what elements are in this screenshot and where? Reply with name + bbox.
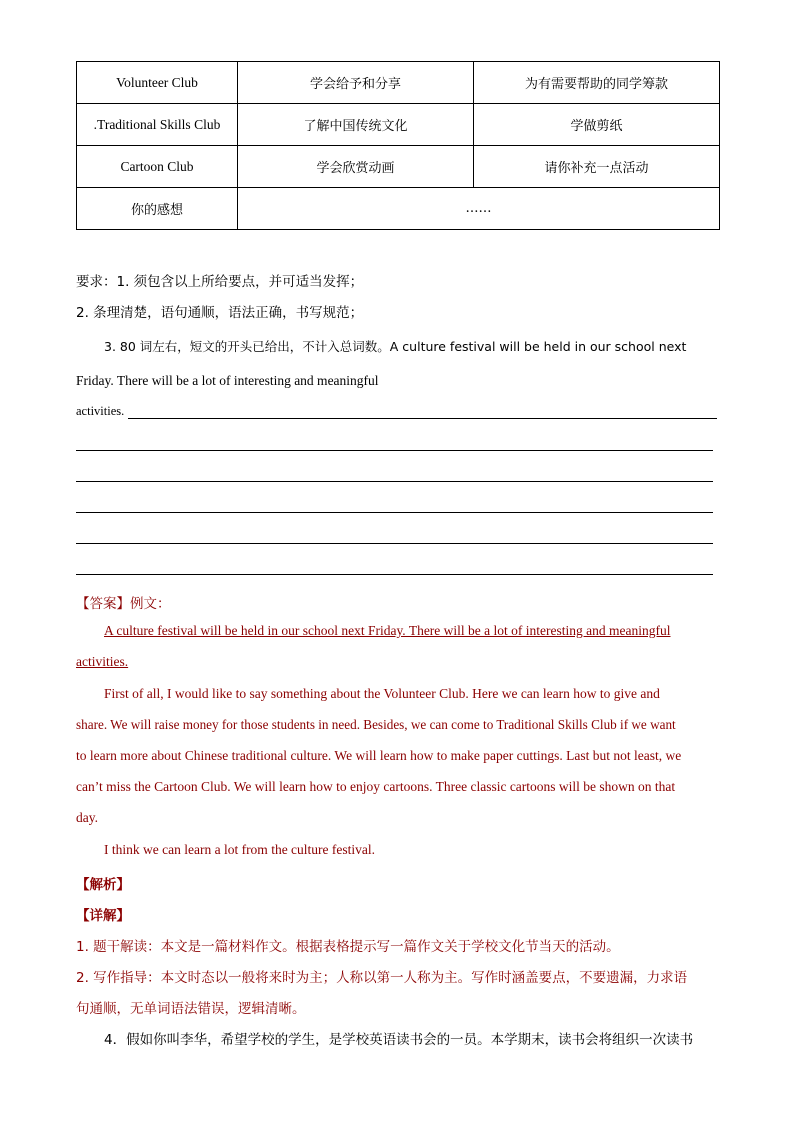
club-activity: 为有需要帮助的同学筹款 <box>474 62 720 104</box>
writing-line[interactable] <box>128 418 717 419</box>
club-goal: 了解中国传统文化 <box>238 104 474 146</box>
answer-opening: A culture festival will be held in our school next Friday. There will be a lot of interesting and meaningful <box>104 623 671 638</box>
answer-body: can’t miss the Cartoon Club. We will learn how to enjoy cartoons. Three classic cartoons will be shown on that <box>76 779 676 794</box>
feeling-value: …… <box>238 188 720 230</box>
answer-closing: I think we can learn a lot from the culture festival. <box>104 842 376 857</box>
club-goal: 学会欣赏动画 <box>238 146 474 188</box>
club-name: Volunteer Club <box>77 62 238 104</box>
club-name: .Traditional Skills Club <box>77 104 238 146</box>
next-question: 4．假如你叫李华，希望学校的学生，是学校英语读书会的一员。本学期末，读书会将组织一次读书 <box>104 1032 694 1048</box>
table-row <box>77 188 720 230</box>
requirement-1: 要求：1. 须包含以上所给要点，并可适当发挥； <box>76 274 364 290</box>
answer-body: share. We will raise money for those students in need. Besides, we can come to Traditional Skills Club if we want <box>76 717 676 732</box>
requirement-3-cont: Friday. There will be a lot of interesting and meaningful <box>76 373 379 388</box>
analysis-point-2-cont: 句通顺，无单词语法错误，逻辑清晰。 <box>76 1001 306 1017</box>
feeling-label: 你的感想 <box>77 188 238 230</box>
answer-body: First of all, I would like to say something about the Volunteer Club. Here we can learn how to give and <box>104 686 660 701</box>
detail-label: 【详解】 <box>76 908 130 924</box>
club-activity: 请你补充一点活动 <box>474 146 720 188</box>
requirement-3-activities: activities. <box>76 404 125 418</box>
club-table <box>76 61 720 230</box>
table-row <box>77 104 720 146</box>
writing-line[interactable] <box>76 512 713 513</box>
answer-opening-cont: activities. <box>76 654 129 669</box>
answer-body: day. <box>76 810 98 825</box>
analysis-label: 【解析】 <box>76 877 130 893</box>
club-goal: 学会给予和分享 <box>238 62 474 104</box>
table-row <box>77 146 720 188</box>
requirement-3: 3. 80 词左右，短文的开头已给出，不计入总词数。A culture festival will be held in our school next <box>104 339 687 354</box>
club-activity: 学做剪纸 <box>474 104 720 146</box>
club-name: Cartoon Club <box>77 146 238 188</box>
writing-line[interactable] <box>76 543 713 544</box>
analysis-point-1: 1. 题干解读：本文是一篇材料作文。根据表格提示写一篇作文关于学校文化节当天的活动。 <box>76 939 620 955</box>
answer-label: 【答案】例文： <box>76 596 171 612</box>
requirement-2: 2. 条理清楚，语句通顺，语法正确，书写规范； <box>76 305 364 321</box>
writing-line[interactable] <box>76 481 713 482</box>
table-row <box>77 62 720 104</box>
writing-line[interactable] <box>76 450 713 451</box>
writing-line[interactable] <box>76 574 713 575</box>
analysis-point-2: 2. 写作指导：本文时态以一般将来时为主；人称以第一人称为主。写作时涵盖要点，不要遗漏，力求语 <box>76 970 688 986</box>
answer-body: to learn more about Chinese traditional culture. We will learn how to make paper cuttings. Last but not least, we <box>76 748 682 763</box>
